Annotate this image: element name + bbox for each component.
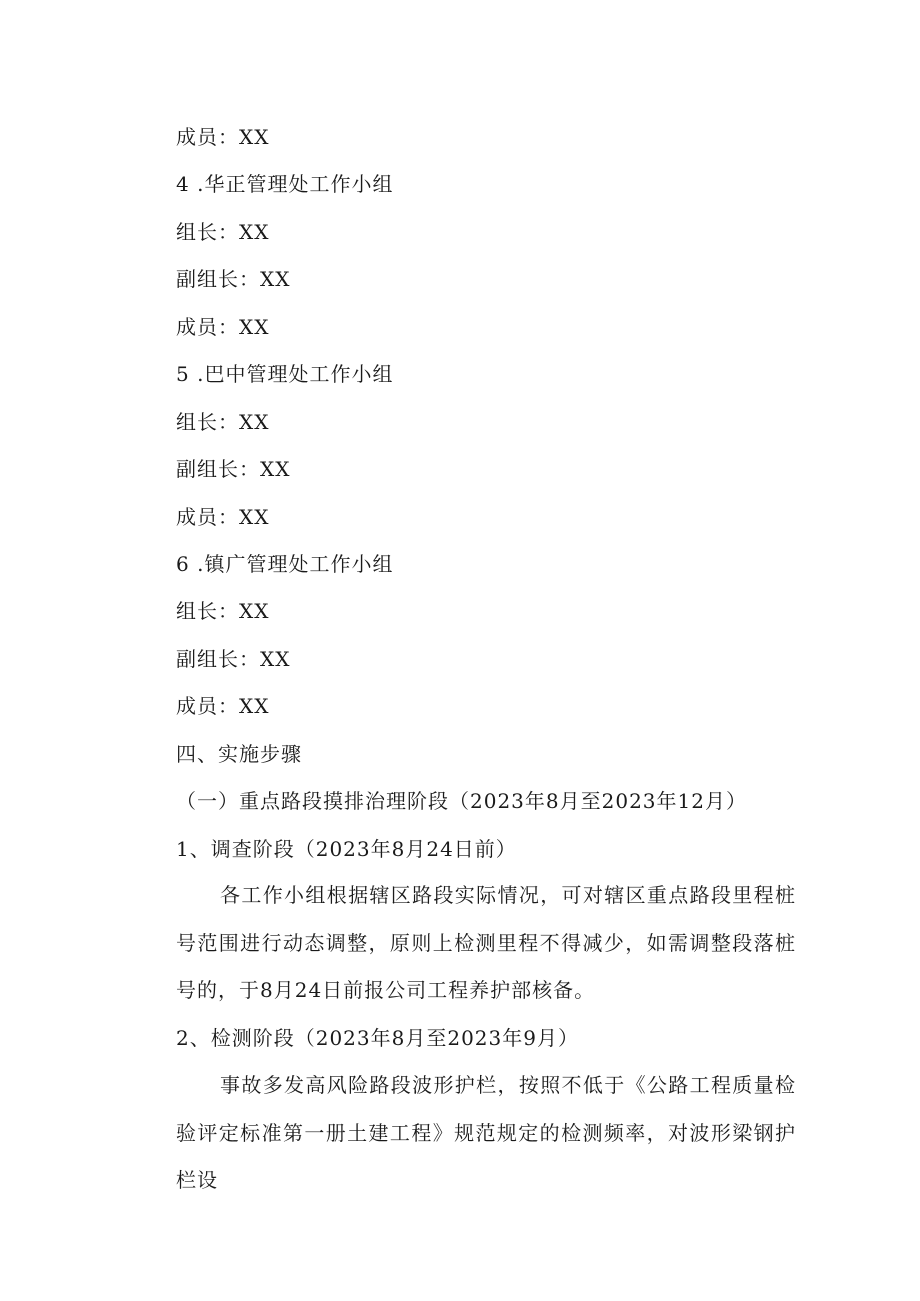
member-line-group4: 成员：XX — [176, 315, 270, 339]
deputy-leader-line-group6: 副组长：XX — [176, 647, 291, 671]
step-heading-inspection: 2、检测阶段（2023年8月至2023年9月） — [176, 1026, 579, 1050]
leader-line-group5: 组长：XX — [176, 410, 270, 434]
leader-line-group4: 组长：XX — [176, 220, 270, 244]
paragraph-investigation: 各工作小组根据辖区路段实际情况，可对辖区重点路段里程桩号范围进行动态调整，原则上检测里程不得减少，如需调整段落桩号的，于8月24日前报公司工程养护部核备。 — [176, 883, 796, 1002]
deputy-leader-line-group4: 副组长：XX — [176, 267, 291, 291]
group4-heading: 4 .华正管理处工作小组 — [176, 172, 394, 196]
group5-heading: 5 .巴中管理处工作小组 — [176, 362, 394, 386]
group6-heading: 6 .镇广管理处工作小组 — [176, 552, 394, 576]
step-heading-investigation: 1、调查阶段（2023年8月24日前） — [176, 837, 517, 861]
section-heading-implementation: 四、实施步骤 — [176, 742, 302, 766]
member-line-group3: 成员：XX — [176, 125, 270, 149]
leader-line-group6: 组长：XX — [176, 599, 270, 623]
deputy-leader-line-group5: 副组长：XX — [176, 457, 291, 481]
paragraph-inspection: 事故多发高风险路段波形护栏，按照不低于《公路工程质量检验评定标准第一册土建工程》规范规定的检测频率，对波形梁钢护栏设 — [176, 1073, 796, 1192]
member-line-group5: 成员：XX — [176, 505, 270, 529]
member-line-group6: 成员：XX — [176, 694, 270, 718]
stage-heading-key-sections: （一）重点路段摸排治理阶段（2023年8月至2023年12月） — [176, 789, 747, 813]
